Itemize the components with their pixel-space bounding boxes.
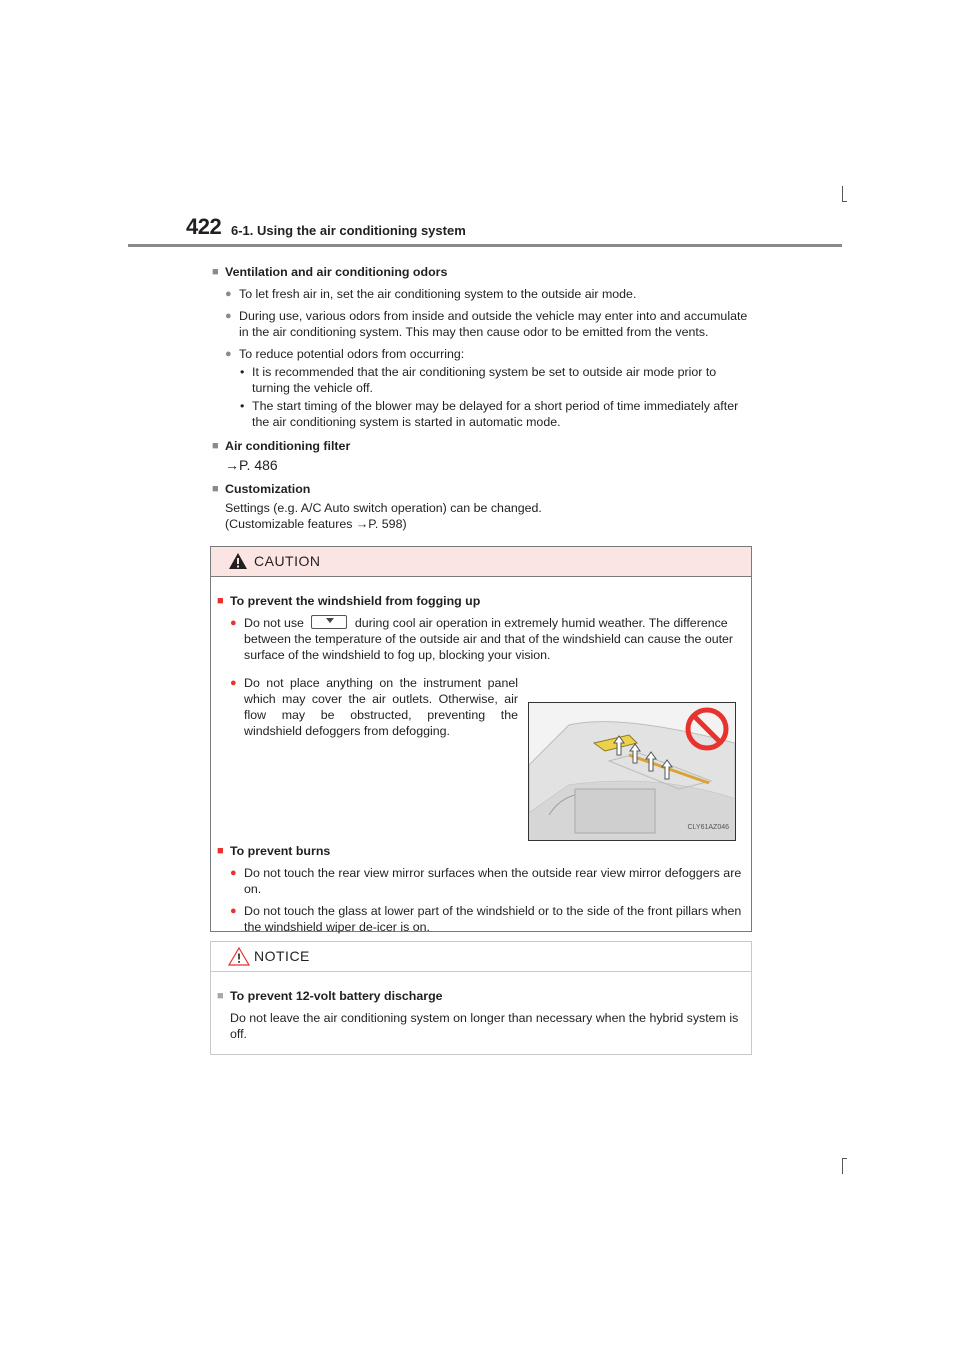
caution-box	[210, 546, 752, 932]
bullet-defog-before: Do not use	[244, 616, 304, 630]
notice-text: Do not leave the air conditioning system on longer than necessary when the hybrid system is off.	[230, 1011, 739, 1041]
instrument-panel-figure	[528, 702, 736, 841]
crop-mark-bottom	[842, 1158, 843, 1174]
section-title: 6-1. Using the air conditioning system	[231, 223, 466, 238]
customization-line-1: Settings (e.g. A/C Auto switch operation) can be changed.	[225, 501, 542, 515]
crop-mark-top-tick	[842, 201, 847, 202]
main-content	[212, 256, 752, 532]
header-rule	[128, 244, 842, 247]
bullet-wiper-deicer: ● Do not touch the glass at lower part of the windshield or to the side of the front pillars when the windshield wiper de-icer is on.	[217, 903, 745, 935]
notice-header	[211, 942, 751, 972]
bullet-reduce-odors: ● To reduce potential odors from occurring:	[212, 346, 752, 362]
heading-battery: ■ To prevent 12-volt battery discharge	[217, 988, 745, 1004]
filter-page-ref[interactable]: →P. 486	[225, 457, 278, 473]
notice-triangle-icon	[228, 947, 250, 966]
customization-line-2[interactable]: (Customizable features →P. 598)	[225, 517, 407, 531]
caution-title: CAUTION	[254, 553, 321, 569]
bullet-defog-after: during cool air operation in extremely humid weather. The difference between the temperature of the outside air and that of the windshield can cause the outer surface of the windshield to fog up, blocking your vision.	[244, 616, 734, 662]
caution-header	[211, 547, 751, 577]
sub-bullet-blower: • The start timing of the blower may be delayed for a short period of time immediately after the air conditioning system is started in automatic mode.	[212, 398, 752, 430]
bullet-instrument-panel: ● Do not place anything on the instrument panel which may cover the air outlets. Otherwise, air flow may be obstructed, preventing the windshield defoggers from defogging.	[217, 675, 518, 739]
heading-fog: ■ To prevent the windshield from fogging up	[217, 593, 745, 609]
page-number: 422	[186, 214, 222, 239]
defroster-button-icon	[311, 615, 347, 629]
notice-body	[211, 972, 751, 1052]
bullet-fresh-air: ● To let fresh air in, set the air conditioning system to the outside air mode.	[212, 286, 752, 302]
notice-box	[210, 941, 752, 1055]
figure-code: CLY61AZ046	[687, 824, 729, 831]
bullet-mirror-defoggers: ● Do not touch the rear view mirror surfaces when the outside rear view mirror defoggers are on.	[217, 865, 745, 897]
bullet-odors: ● During use, various odors from inside and outside the vehicle may enter into and accumulate in the air conditioning system. This may then cause odor to be emitted from the vents.	[212, 308, 752, 340]
heading-filter: ■ Air conditioning filter	[212, 438, 752, 454]
crop-mark-top	[842, 186, 843, 202]
notice-title: NOTICE	[254, 948, 310, 964]
crop-mark-bottom-tick	[842, 1158, 847, 1159]
bullet-defog-button	[217, 615, 745, 663]
customization-text	[212, 500, 752, 532]
caution-body	[211, 577, 751, 945]
heading-burns: ■ To prevent burns	[217, 843, 745, 859]
heading-customization: ■ Customization	[212, 481, 752, 497]
sub-bullet-outside-air: • It is recommended that the air conditioning system be set to outside air mode prior to turning the vehicle off.	[212, 364, 752, 396]
heading-ventilation: ■ Ventilation and air conditioning odors	[212, 264, 752, 280]
warning-triangle-icon	[228, 552, 248, 570]
